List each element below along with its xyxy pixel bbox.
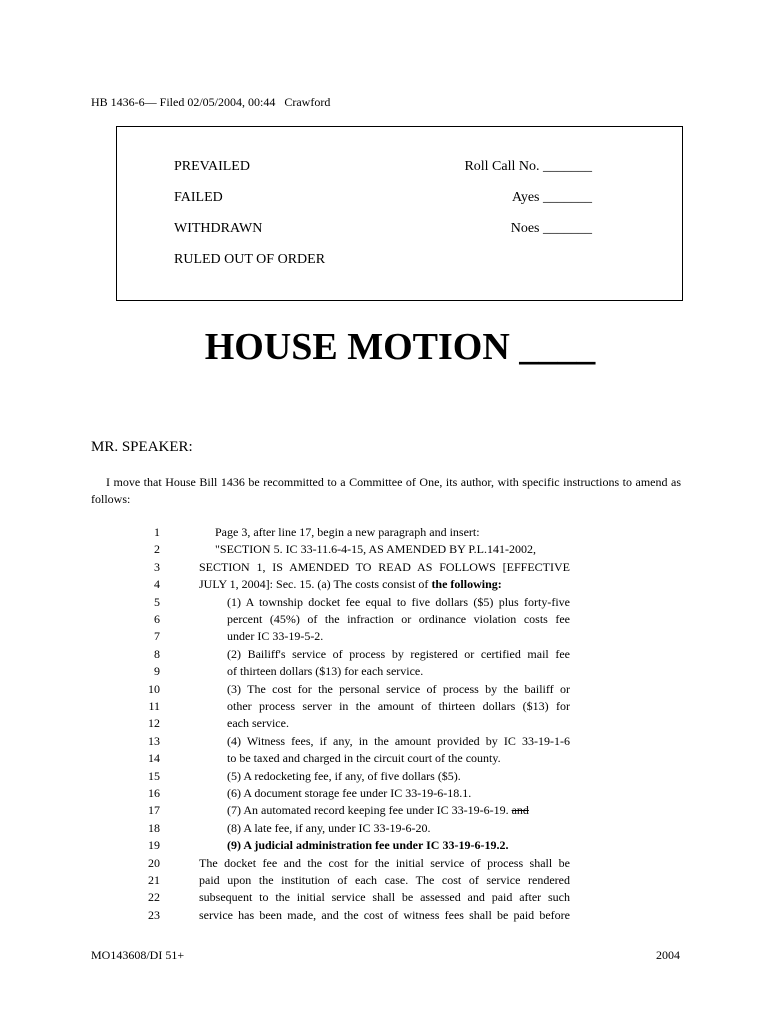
- text-line: [0, 698, 770, 716]
- line-text: [227, 698, 570, 715]
- text-line: [0, 785, 770, 803]
- line-number: 4: [154, 577, 160, 592]
- text-line: [0, 837, 770, 855]
- text-line: [0, 872, 770, 890]
- line-segment: (3) The cost for the personal service of process by the bailiff or: [227, 681, 570, 696]
- document-id: MO143608/DI 51+: [91, 948, 185, 962]
- line-text: [227, 768, 570, 785]
- line-text: [227, 802, 570, 819]
- line-segment: subsequent to the initial service shall be assessed and paid after such: [199, 890, 570, 905]
- line-segment: SECTION 1, IS AMENDED TO READ AS FOLLOWS [EFFECTIVE: [199, 559, 570, 574]
- text-line: [0, 681, 770, 699]
- line-segment: (6) A document storage fee under IC 33-19-6-18.1.: [227, 786, 472, 800]
- line-text: [227, 837, 570, 854]
- line-segment: (5) A redocketing fee, if any, of five dollars ($5).: [227, 768, 461, 783]
- inserted-text: (9) A judicial administration fee under IC 33-19-6-19.2.: [227, 838, 509, 853]
- text-line: [0, 611, 770, 629]
- line-text: [199, 559, 570, 576]
- line-text: [199, 907, 570, 924]
- line-number: 23: [148, 907, 160, 922]
- line-number: 12: [148, 716, 160, 731]
- line-number: 9: [154, 664, 160, 679]
- vote-status-box: [116, 126, 683, 301]
- line-number: 11: [148, 699, 160, 713]
- line-text: [199, 855, 570, 872]
- text-line: [0, 646, 770, 664]
- line-segment: each service.: [227, 716, 289, 731]
- line-number: 1: [154, 525, 160, 539]
- line-text: [227, 611, 570, 628]
- motion-intro: I move that House Bill 1436 be recommitted to a Committee of One, its author, with specific instructions to amend as follows:: [91, 475, 681, 506]
- line-number: 18: [148, 820, 160, 835]
- text-line: [0, 559, 770, 577]
- line-text: [227, 750, 570, 767]
- line-text: [227, 715, 570, 732]
- line-segment: (2) Bailiff's service of process by registered or certified mail fee: [227, 646, 570, 661]
- line-segment: (4) Witness fees, if any, in the amount provided by IC 33-19-1-6: [227, 733, 570, 748]
- line-segment: JULY 1, 2004]: Sec. 15. (a) The costs consist of: [199, 577, 432, 592]
- text-line: [0, 628, 770, 646]
- text-line: [0, 594, 770, 612]
- text-line: [0, 576, 770, 594]
- line-segment: (1) A township docket fee equal to five dollars ($5) plus forty-five: [227, 594, 570, 609]
- line-number: 7: [154, 629, 160, 644]
- line-segment: under IC 33-19-5-2.: [227, 629, 324, 644]
- line-segment: of thirteen dollars ($13) for each service.: [227, 664, 424, 679]
- page-title: HOUSE MOTION ____: [204, 326, 596, 368]
- line-segment: Page 3, after line 17, begin a new paragraph and insert:: [215, 525, 480, 539]
- line-number: 8: [154, 646, 160, 661]
- text-line: [0, 889, 770, 907]
- line-segment: (7) An automated record keeping fee under IC 33-19-6-19.: [227, 803, 512, 818]
- salutation: MR. SPEAKER:: [91, 439, 193, 455]
- status-ruled-out: RULED OUT OF ORDER: [174, 252, 326, 267]
- line-number: 5: [154, 594, 160, 609]
- text-line: [0, 663, 770, 681]
- line-text: [199, 872, 570, 889]
- text-line: [0, 855, 770, 873]
- text-line: [0, 524, 770, 542]
- struck-text: and: [511, 803, 529, 818]
- line-number: 3: [154, 559, 160, 574]
- text-line: [0, 733, 770, 751]
- line-segment: to be taxed and charged in the circuit court of the county.: [227, 751, 501, 766]
- roll-call-number: Roll Call No. _______: [464, 159, 592, 174]
- line-number: 19: [148, 838, 160, 853]
- line-text: [227, 785, 570, 802]
- status-prevailed: PREVAILED: [174, 159, 250, 174]
- footer-year: 2004: [656, 948, 680, 962]
- line-segment: other process server in the amount of thirteen dollars ($13) for: [227, 699, 570, 713]
- line-text: [215, 541, 536, 558]
- filing-line: HB 1436-6— Filed 02/05/2004, 00:44 Crawford: [91, 95, 331, 109]
- line-segment: The docket fee and the cost for the initial service of process shall be: [199, 855, 570, 870]
- line-number: 13: [148, 733, 160, 748]
- line-number: 16: [148, 786, 160, 800]
- line-number: 17: [148, 803, 160, 818]
- text-line: [0, 750, 770, 768]
- line-number: 22: [148, 890, 160, 905]
- line-text: [199, 889, 570, 906]
- line-text: [215, 524, 480, 541]
- line-number: 21: [148, 873, 160, 887]
- text-line: [0, 820, 770, 838]
- text-line: [0, 541, 770, 559]
- text-line: [0, 802, 770, 820]
- line-text: [227, 646, 570, 663]
- line-text: [227, 628, 570, 645]
- line-text: [227, 733, 570, 750]
- noes-count: Noes _______: [510, 221, 592, 236]
- line-text: [227, 681, 570, 698]
- line-text: [199, 576, 570, 593]
- text-line: [0, 907, 770, 925]
- inserted-text: the following:: [431, 577, 502, 592]
- ayes-count: Ayes _______: [512, 190, 592, 205]
- line-segment: paid upon the institution of each case. The cost of service rendered: [199, 873, 570, 887]
- line-text: [227, 820, 570, 837]
- line-number: 14: [148, 751, 160, 766]
- text-line: [0, 715, 770, 733]
- line-segment: (8) A late fee, if any, under IC 33-19-6-20.: [227, 820, 431, 835]
- line-number: 15: [148, 768, 160, 783]
- line-number: 10: [148, 681, 160, 696]
- status-failed: FAILED: [174, 190, 223, 205]
- line-number: 6: [154, 612, 160, 626]
- status-withdrawn: WITHDRAWN: [174, 221, 263, 236]
- line-segment: percent (45%) of the infraction or ordinance violation costs fee: [227, 612, 570, 626]
- line-number: 2: [154, 542, 160, 557]
- line-segment: service has been made, and the cost of witness fees shall be paid before: [199, 907, 570, 922]
- line-segment: "SECTION 5. IC 33-11.6-4-15, AS AMENDED BY P.L.141-2002,: [215, 542, 537, 557]
- line-text: [227, 594, 570, 611]
- line-number: 20: [148, 855, 160, 870]
- line-text: [227, 663, 570, 680]
- text-line: [0, 768, 770, 786]
